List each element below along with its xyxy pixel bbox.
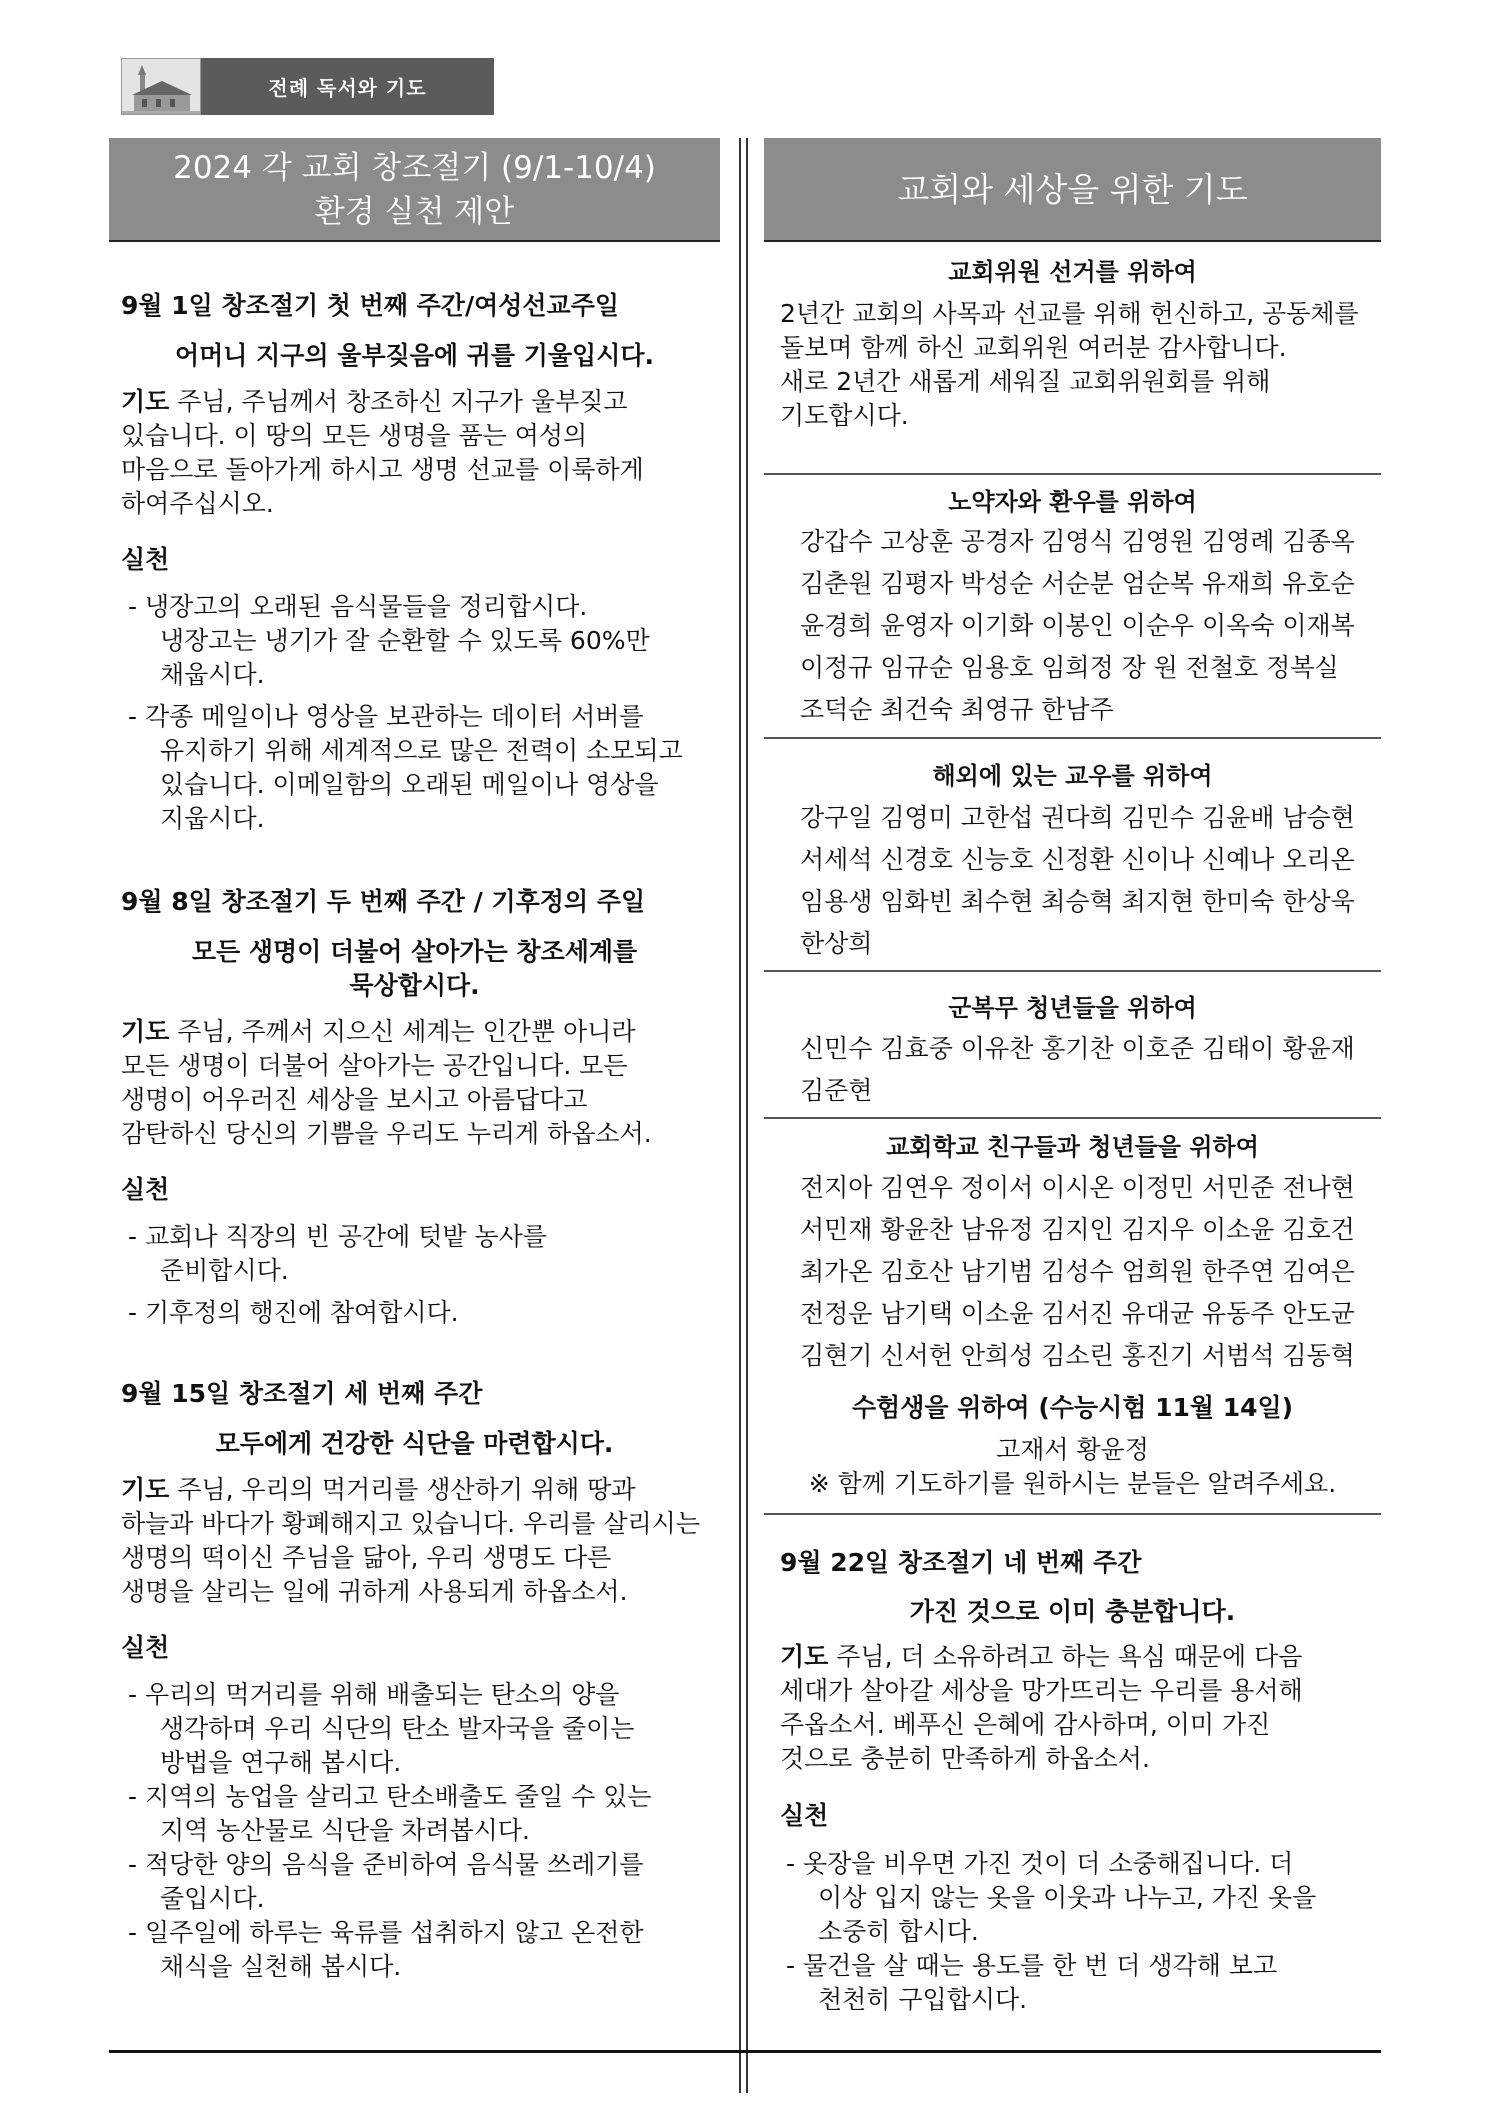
- practice-item: [128, 1848, 728, 1916]
- section-divider: [764, 737, 1381, 739]
- practice-list: [786, 1847, 1376, 2017]
- prayer-section-body: [780, 297, 1359, 433]
- practice-item: [128, 1780, 728, 1848]
- practice-line: - 지역의 농업을 살리고 탄소배출도 줄일 수 있는: [128, 1782, 652, 1811]
- week-heading: 9월 15일 창조절기 세 번째 주간: [121, 1379, 483, 1408]
- left-title-line2: 환경 실천 제안: [314, 194, 515, 230]
- practice-heading: 실천: [121, 545, 170, 574]
- prayer-section-title: 군복무 청년들을 위하여: [948, 994, 1197, 1022]
- practice-list: [128, 1678, 728, 1984]
- section-tab: 전례 독서와 기도: [201, 58, 494, 115]
- prayer-section-title: 교회위원 선거를 위하여: [948, 258, 1197, 286]
- practice-line: 줄입시다.: [160, 1884, 265, 1913]
- practice-item: [128, 1296, 728, 1330]
- name-row: 서민재 황윤찬 남유정 김지인 김지우 이소윤 김호건: [800, 1215, 1355, 1244]
- week-heading: 9월 1일 창조절기 첫 번째 주간/여성선교주일: [121, 291, 619, 320]
- name-row: 임용생 임화빈 최수현 최승혁 최지현 한미숙 한상욱: [800, 887, 1355, 916]
- name-row: 서세석 신경호 신능호 신정환 신이나 신예나 오리온: [800, 845, 1355, 874]
- practice-line: 준비합시다.: [160, 1256, 289, 1285]
- section-line: ※ 함께 기도하기를 원하시는 분들은 알려주세요.: [808, 1469, 1337, 1498]
- prayer-section-title: 교회학교 친구들과 청년들을 위하여: [886, 1133, 1259, 1161]
- practice-line: 채식을 실천해 봅시다.: [160, 1952, 402, 1981]
- column-divider: [739, 138, 748, 2093]
- prayer-line: 주님, 주께서 지으신 세계는 인간뿐 아니라: [177, 1017, 636, 1046]
- prayer-label: 기도: [780, 1642, 829, 1671]
- prayer-section-title: 해외에 있는 교우를 위하여: [932, 762, 1213, 790]
- prayer-line: 생명이 어우러진 세상을 보시고 아름답다고: [121, 1085, 588, 1114]
- prayer-line: 생명을 살리는 일에 귀하게 사용되게 하옵소서.: [121, 1577, 628, 1606]
- week-heading: 9월 22일 창조절기 네 번째 주간: [780, 1548, 1142, 1577]
- name-list: [800, 1028, 1355, 1112]
- name-row: 김현기 신서헌 안희성 김소린 홍진기 서범석 김동혁: [800, 1341, 1355, 1370]
- week-theme: [109, 935, 720, 1003]
- name-row: 신민수 김효중 이유찬 홍기찬 이호준 김태이 황윤재: [800, 1034, 1355, 1063]
- practice-list: [128, 590, 728, 836]
- name-list: [800, 521, 1355, 731]
- name-row: 최가온 김호산 남기범 김성수 엄희원 한주연 김여은: [800, 1257, 1355, 1286]
- practice-line: 냉장고는 냉기가 잘 순환할 수 있도록 60%만: [160, 626, 650, 655]
- practice-line: 소중히 합시다.: [818, 1917, 979, 1946]
- left-column-title: [109, 138, 720, 242]
- week-prayer: [121, 1015, 652, 1151]
- practice-line: - 각종 메일이나 영상을 보관하는 데이터 서버를: [128, 702, 644, 731]
- week-theme-line: 모든 생명이 더불어 살아가는 창조세계를: [191, 937, 638, 966]
- church-thumbnail-image: [121, 58, 201, 115]
- prayer-section-title: 수험생을 위하여 (수능시험 11월 14일): [851, 1393, 1294, 1422]
- prayer-label: 기도: [121, 1017, 170, 1046]
- practice-line: - 교회나 직장의 빈 공간에 텃밭 농사를: [128, 1222, 547, 1251]
- prayer-line: 하늘과 바다가 황폐해지고 있습니다. 우리를 살리시는: [121, 1509, 700, 1538]
- name-list: [800, 797, 1355, 965]
- prayer-line: 주옵소서. 베푸신 은혜에 감사하며, 이미 가진: [780, 1710, 1271, 1739]
- practice-item: [128, 1678, 728, 1780]
- week-prayer: [780, 1640, 1303, 1776]
- practice-heading: 실천: [780, 1801, 829, 1830]
- prayer-section-title: 노약자와 환우를 위하여: [948, 488, 1197, 516]
- practice-line: - 적당한 양의 음식을 준비하여 음식물 쓰레기를: [128, 1850, 644, 1879]
- prayer-label: 기도: [121, 1475, 170, 1504]
- practice-line: 천천히 구입합시다.: [818, 1985, 1028, 2014]
- prayer-label: 기도: [121, 387, 170, 416]
- week-theme-line: 묵상합시다.: [349, 971, 480, 1000]
- practice-line: 지웁시다.: [160, 804, 265, 833]
- name-row: 조덕순 최건숙 최영규 한남주: [800, 695, 1114, 724]
- name-row: 김춘원 김평자 박성순 서순분 엄순복 유재희 유호순: [800, 569, 1355, 598]
- practice-line: 이상 입지 않는 옷을 이웃과 나누고, 가진 옷을: [818, 1883, 1317, 1912]
- prayer-section-body: [764, 1433, 1381, 1501]
- practice-line: - 물건을 살 때는 용도를 한 번 더 생각해 보고: [786, 1951, 1278, 1980]
- prayer-line: 주님, 우리의 먹거리를 생산하기 위해 땅과: [177, 1475, 636, 1504]
- week-prayer: [121, 1473, 700, 1609]
- section-line: 돌보며 함께 하신 교회위원 여러분 감사합니다.: [780, 333, 1287, 362]
- practice-line: 방법을 연구해 봅시다.: [160, 1748, 402, 1777]
- name-row: 윤경희 윤영자 이기화 이봉인 이순우 이옥숙 이재복: [800, 611, 1355, 640]
- prayer-line: 감탄하신 당신의 기쁨을 우리도 누리게 하옵소서.: [121, 1119, 652, 1148]
- practice-line: 생각하며 우리 식단의 탄소 발자국을 줄이는: [160, 1714, 635, 1743]
- section-divider: [764, 473, 1381, 475]
- practice-item: [128, 1220, 728, 1288]
- name-row: 강구일 김영미 고한섭 권다희 김민수 김윤배 남승현: [800, 803, 1355, 832]
- section-line: 새로 2년간 새롭게 세워질 교회위원회를 위해: [780, 367, 1271, 396]
- practice-line: - 일주일에 하루는 육류를 섭취하지 않고 온전한: [128, 1918, 644, 1947]
- name-row: 이정규 임규순 임용호 임희정 장 원 전철호 정복실: [800, 653, 1339, 682]
- prayer-line: 마음으로 돌아가게 하시고 생명 선교를 이룩하게: [121, 455, 644, 484]
- week-prayer: [121, 385, 644, 521]
- practice-line: 있습니다. 이메일함의 오래된 메일이나 영상을: [160, 770, 659, 799]
- prayer-line: 모든 생명이 더불어 살아가는 공간입니다. 모든: [121, 1051, 628, 1080]
- footer-rule: [109, 2050, 1381, 2053]
- practice-item: [128, 590, 728, 692]
- week-theme: 모두에게 건강한 식단을 마련합시다.: [215, 1429, 614, 1458]
- practice-item: [128, 700, 728, 836]
- practice-line: - 냉장고의 오래된 음식물들을 정리합시다.: [128, 592, 588, 621]
- name-row: 한상희: [800, 929, 873, 958]
- practice-item: [128, 1916, 728, 1984]
- practice-list: [128, 1220, 728, 1330]
- section-divider: [764, 970, 1381, 972]
- prayer-line: 생명의 떡이신 주님을 닮아, 우리 생명도 다른: [121, 1543, 612, 1572]
- prayer-line: 것으로 충분히 만족하게 하옵소서.: [780, 1744, 1150, 1773]
- name-list: [800, 1167, 1355, 1377]
- right-column-title: 교회와 세상을 위한 기도: [764, 138, 1381, 242]
- practice-item: [786, 1949, 1376, 2017]
- section-line: 2년간 교회의 사목과 선교를 위해 헌신하고, 공동체를: [780, 299, 1359, 328]
- practice-line: - 기후정의 행진에 참여합시다.: [128, 1298, 459, 1327]
- name-row: 전정운 남기택 이소윤 김서진 유대균 유동주 안도균: [800, 1299, 1355, 1328]
- section-divider: [764, 1513, 1381, 1515]
- week-heading: 9월 8일 창조절기 두 번째 주간 / 기후정의 주일: [121, 887, 646, 916]
- prayer-line: 있습니다. 이 땅의 모든 생명을 품는 여성의: [121, 421, 588, 450]
- practice-line: - 옷장을 비우면 가진 것이 더 소중해집니다. 더: [786, 1849, 1294, 1878]
- practice-line: 유지하기 위해 세계적으로 많은 전력이 소모되고: [160, 736, 683, 765]
- prayer-line: 하여주십시오.: [121, 489, 274, 518]
- name-row: 강갑수 고상훈 공경자 김영식 김영원 김영례 김종옥: [800, 527, 1355, 556]
- practice-line: 채웁시다.: [160, 660, 265, 689]
- practice-line: - 우리의 먹거리를 위해 배출되는 탄소의 양을: [128, 1680, 620, 1709]
- week-theme: 가진 것으로 이미 충분합니다.: [909, 1597, 1236, 1626]
- section-line: 고재서 황윤정: [996, 1435, 1149, 1464]
- section-line: 기도합시다.: [780, 401, 909, 430]
- week-theme: 어머니 지구의 울부짖음에 귀를 기울입시다.: [174, 341, 654, 370]
- practice-heading: 실천: [121, 1175, 170, 1204]
- church-icon: [122, 59, 201, 115]
- practice-item: [786, 1847, 1376, 1949]
- prayer-line: 주님, 더 소유하려고 하는 욕심 때문에 다음: [836, 1642, 1303, 1671]
- practice-line: 지역 농산물로 식단을 차려봅시다.: [160, 1816, 530, 1845]
- name-row: 전지아 김연우 정이서 이시온 이정민 서민준 전나현: [800, 1173, 1355, 1202]
- name-row: 김준현: [800, 1076, 873, 1105]
- practice-heading: 실천: [121, 1633, 170, 1662]
- left-title-line1: 2024 각 교회 창조절기 (9/1-10/4): [173, 150, 656, 186]
- section-divider: [764, 1117, 1381, 1119]
- prayer-line: 세대가 살아갈 세상을 망가뜨리는 우리를 용서해: [780, 1676, 1303, 1705]
- prayer-line: 주님, 주님께서 창조하신 지구가 울부짖고: [177, 387, 628, 416]
